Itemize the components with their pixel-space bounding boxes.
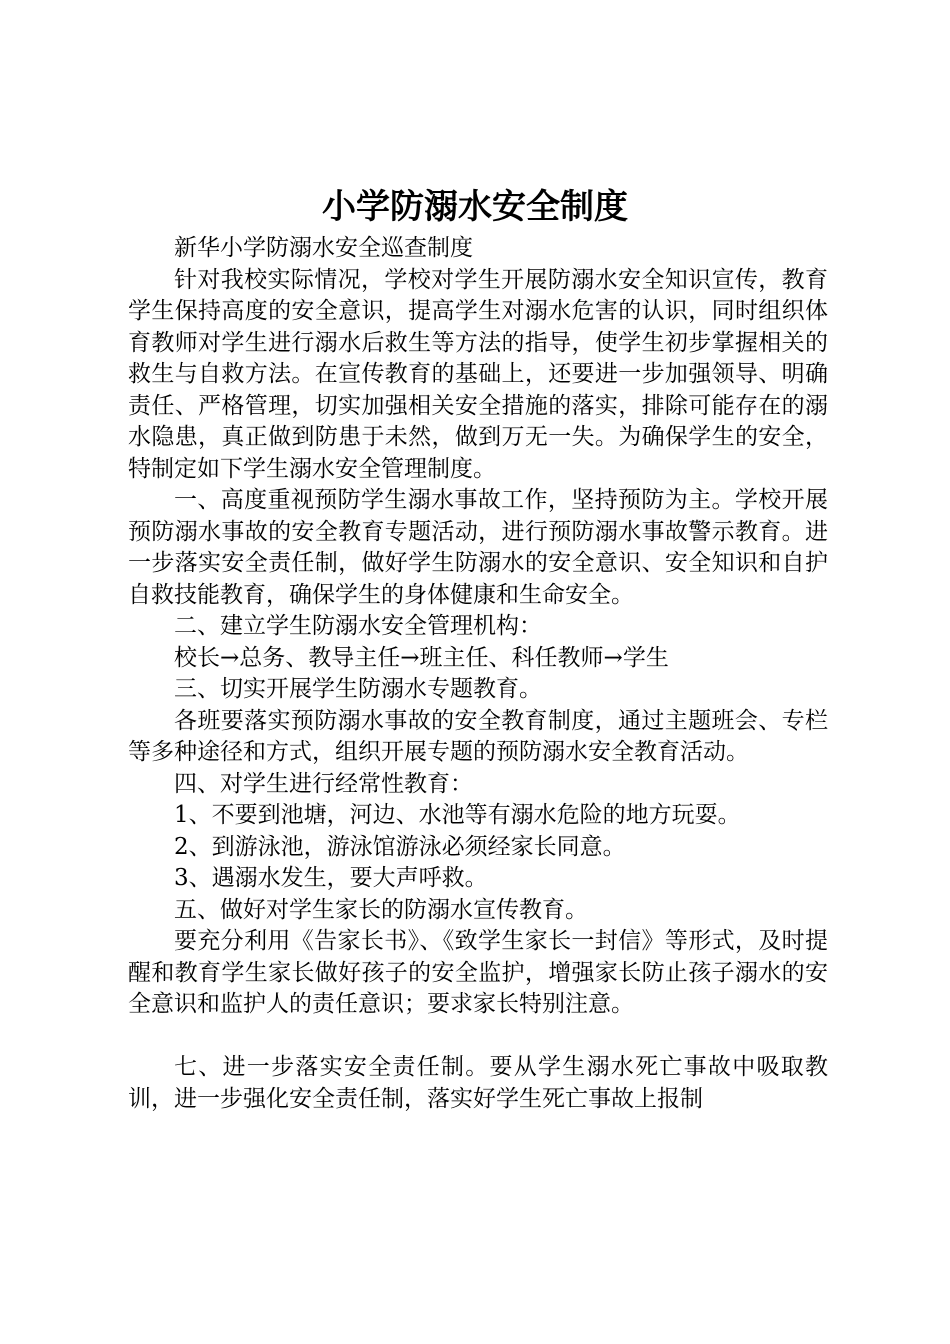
paragraph-section-5-body: 要充分利用《告家长书》、《致学生家长一封信》等形式，及时提醒和教育学生家长做好孩子的安全监护，增强家长防止孩子溺水的安全意识和监护人的责任意识；要求家长特别注意。: [128, 928, 828, 1017]
list-item-2: 2、到游泳池，游泳馆游泳必须经家长同意。: [174, 833, 626, 860]
paragraph-section-2-heading: 二、建立学生防溺水安全管理机构：: [174, 613, 542, 639]
paragraph-intro: 针对我校实际情况，学校对学生开展防溺水安全知识宣传，教育学生保持高度的安全意识，提高学生对溺水危害的认识，同时组织体育教师对学生进行溺水后救生等方法的指导，使学生初步掌握相关的救生与自救方法。在宣传教育的基础上，还要进一步加强领导、明确责任、严格管理，切实加强相关安全措施的落实，排除可能存在的溺水隐患，真正做到防患于未然，做到万无一失。为确保学生的安全，特制定如下学生溺水安全管理制度。: [128, 266, 828, 482]
paragraph-section-5-heading: 五、做好对学生家长的防溺水宣传教育。: [174, 896, 588, 923]
paragraph-section-3-heading: 三、切实开展学生防溺水专题教育。: [174, 676, 542, 702]
paragraph-section-7: 七、进一步落实安全责任制。要从学生溺水死亡事故中吸取教训，进一步强化安全责任制，落实好学生死亡事故上报制: [128, 1054, 828, 1112]
list-item-3: 3、遇溺水发生，要大声呼救。: [174, 865, 488, 891]
paragraph-org-chain: 校长→总务、教导主任→班主任、科任教师→学生: [174, 644, 669, 671]
list-item-1: 1、不要到池塘，河边、水池等有溺水危险的地方玩耍。: [174, 802, 741, 828]
paragraph-section-4-heading: 四、对学生进行经常性教育：: [174, 770, 473, 797]
document-body: [128, 233, 828, 1115]
paragraph-section-1: 一、高度重视预防学生溺水事故工作，坚持预防为主。学校开展预防溺水事故的安全教育专题活动，进行预防溺水事故警示教育。进一步落实安全责任制，做好学生防溺水的安全意识、安全知识和自护自救技能教育，确保学生的身体健康和生命安全。: [128, 487, 828, 608]
paragraph-subtitle: 新华小学防溺水安全巡查制度: [174, 235, 473, 261]
document-title: 小学防溺水安全制度: [322, 187, 628, 227]
paragraph-section-3-body: 各班要落实预防溺水事故的安全教育制度，通过主题班会、专栏等多种途径和方式，组织开展专题的预防溺水安全教育活动。: [128, 707, 828, 765]
